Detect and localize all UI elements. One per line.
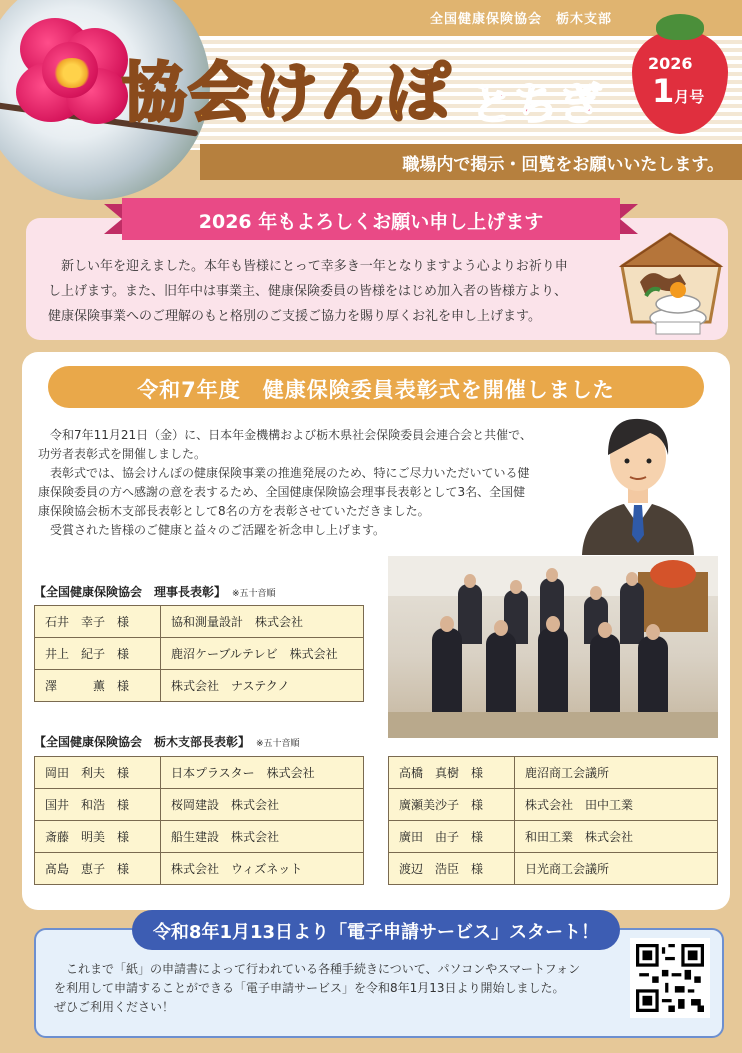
chairman-award-note: ※五十音順 xyxy=(232,589,276,599)
table-row xyxy=(389,853,718,885)
branch-award-label xyxy=(34,733,300,750)
awardee-name: 石井 幸子 様 xyxy=(35,606,161,638)
chairman-award-title: 【全国健康保険協会 理事長表彰】 xyxy=(34,585,227,599)
ceremony-line: 功労者表彰式を開催しました。 xyxy=(38,447,207,461)
issue-month-suffix: 月号 xyxy=(674,88,705,106)
table-row xyxy=(389,821,718,853)
ceremony-heading-pill xyxy=(48,366,704,408)
masthead xyxy=(0,0,742,200)
table-row xyxy=(35,853,364,885)
qr-code[interactable] xyxy=(630,938,710,1018)
table-row xyxy=(35,638,364,670)
photo-face xyxy=(494,620,508,636)
table-row xyxy=(35,670,364,702)
table-row xyxy=(35,606,364,638)
posting-request-text: 職場内で掲示・回覧をお願いいたします。 xyxy=(402,155,724,175)
photo-face xyxy=(464,574,476,588)
eservice-line: を利用して申請することができる「電子申請サービス」を令和8年1月13日より開始しました。 xyxy=(54,981,565,995)
issue-month: 1 xyxy=(652,72,675,110)
greeting-line: 新しい年を迎えました。本年も皆様にとって幸多き一年となりますよう心よりお祈り申 xyxy=(61,259,568,274)
ceremony-line: 康保険協会栃木支部長表彰として8名の方を表彰させていただきました。 xyxy=(38,504,430,518)
awardee-name: 廣田 由子 様 xyxy=(389,821,515,853)
photo-face xyxy=(590,586,602,600)
greeting-line: 健康保険事業へのご理解のもと格別のご支援ご協力を賜り厚くお礼を申し上げます。 xyxy=(48,309,541,324)
photo-person xyxy=(486,632,516,716)
newsletter-title: 協会けんぽ xyxy=(122,57,452,131)
issue-month-line xyxy=(652,72,704,110)
newsletter-subtitle: とちぎ xyxy=(470,79,602,130)
photo-person xyxy=(458,584,482,644)
photo-face xyxy=(598,622,612,638)
awardee-company: 鹿沼商工会議所 xyxy=(515,757,718,789)
ceremony-line: 受賞された皆様のご健康と益々のご活躍を祈念申し上げます。 xyxy=(50,523,386,537)
greeting-heading: 2026 年もよろしくお願い申し上げます xyxy=(198,211,544,233)
awardee-company: 株式会社 ウィズネット xyxy=(161,853,364,885)
photo-face xyxy=(646,624,660,640)
ceremony-line: 康保険委員の方へ感謝の意を表するため、全国健康保険協会理事長表彰として3名、全国健 xyxy=(38,485,526,499)
eservice-heading: 令和8年1月13日より「電子申請サービス」スタート！ xyxy=(152,922,600,943)
branch-award-table-right xyxy=(388,756,718,885)
photo-person xyxy=(538,628,568,716)
photo-person xyxy=(620,582,644,644)
awardee-name: 渡辺 浩臣 様 xyxy=(389,853,515,885)
man-in-suit-illustration xyxy=(578,405,698,555)
organization-name: 全国健康保険協会 栃木支部 xyxy=(430,12,613,27)
branch-award-title: 【全国健康保険協会 栃木支部長表彰】 xyxy=(34,735,251,749)
greeting-ribbon xyxy=(104,198,638,240)
awardee-company: 桜岡建設 株式会社 xyxy=(161,789,364,821)
strawberry-leaf xyxy=(656,14,704,40)
eservice-text xyxy=(54,960,614,1017)
ceremony-heading: 令和7年度 健康保険委員表彰式を開催しました xyxy=(137,378,615,402)
awardee-company: 鹿沼ケーブルテレビ 株式会社 xyxy=(161,638,364,670)
awardee-company: 株式会社 ナステクノ xyxy=(161,670,364,702)
table-row xyxy=(35,789,364,821)
chairman-award-label xyxy=(34,583,276,600)
awardee-name: 井上 紀子 様 xyxy=(35,638,161,670)
table-row xyxy=(35,757,364,789)
awardee-name: 廣瀬美沙子 様 xyxy=(389,789,515,821)
photo-face xyxy=(546,616,560,632)
awardee-company: 協和測量設計 株式会社 xyxy=(161,606,364,638)
photo-person xyxy=(590,634,620,716)
awardee-name: 高橋 真樹 様 xyxy=(389,757,515,789)
awardee-company: 日本プラスター 株式会社 xyxy=(161,757,364,789)
issue-year: 2026 xyxy=(648,54,693,73)
photo-face xyxy=(546,568,558,582)
table-row xyxy=(389,757,718,789)
greeting-text xyxy=(48,254,608,329)
awardee-name: 岡田 利夫 様 xyxy=(35,757,161,789)
awardee-company: 船生建設 株式会社 xyxy=(161,821,364,853)
ceremony-group-photo xyxy=(388,556,718,738)
awardee-name: 斎藤 明美 様 xyxy=(35,821,161,853)
photo-face xyxy=(440,616,454,632)
photo-person xyxy=(638,636,668,716)
posting-request-banner xyxy=(200,144,742,180)
awardee-name: 澤 薫 様 xyxy=(35,670,161,702)
ceremony-text xyxy=(38,426,558,540)
eservice-heading-pill xyxy=(132,910,620,950)
strawberry-issue-badge xyxy=(630,8,730,134)
awardee-company: 株式会社 田中工業 xyxy=(515,789,718,821)
awardee-name: 髙島 恵子 様 xyxy=(35,853,161,885)
eservice-line: ぜひご利用ください！ xyxy=(54,1000,175,1014)
greeting-line: し上げます。また、旧年中は事業主、健康保険委員の皆様をはじめ加入者の皆様方より、 xyxy=(48,284,567,299)
table-row xyxy=(389,789,718,821)
eservice-line: これまで「紙」の申請書によって行われている各種手続きについて、パソコンやスマートフォン xyxy=(66,962,581,976)
qr-code-icon xyxy=(636,944,704,1012)
awardee-company: 和田工業 株式会社 xyxy=(515,821,718,853)
branch-award-note: ※五十音順 xyxy=(256,739,300,749)
branch-award-table-left xyxy=(34,756,364,885)
photo-face xyxy=(510,580,522,594)
awardee-name: 国井 和浩 様 xyxy=(35,789,161,821)
ceremony-line: 表彰式では、協会けんぽの健康保険事業の推進発展のため、特にご尽力いただいている健 xyxy=(50,466,530,480)
photo-flowers xyxy=(650,560,696,588)
awardee-company: 日光商工会議所 xyxy=(515,853,718,885)
photo-face xyxy=(626,572,638,586)
ceremony-line: 令和7年11月21日（金）に、日本年金機構および栃木県社会保険委員会連合会と共催で、 xyxy=(50,428,532,442)
table-row xyxy=(35,821,364,853)
photo-person xyxy=(432,628,462,716)
stamen-shape xyxy=(52,58,92,88)
photo-floor xyxy=(388,712,718,738)
chairman-award-table xyxy=(34,605,364,702)
ema-kagamimochi-illustration xyxy=(616,226,724,336)
